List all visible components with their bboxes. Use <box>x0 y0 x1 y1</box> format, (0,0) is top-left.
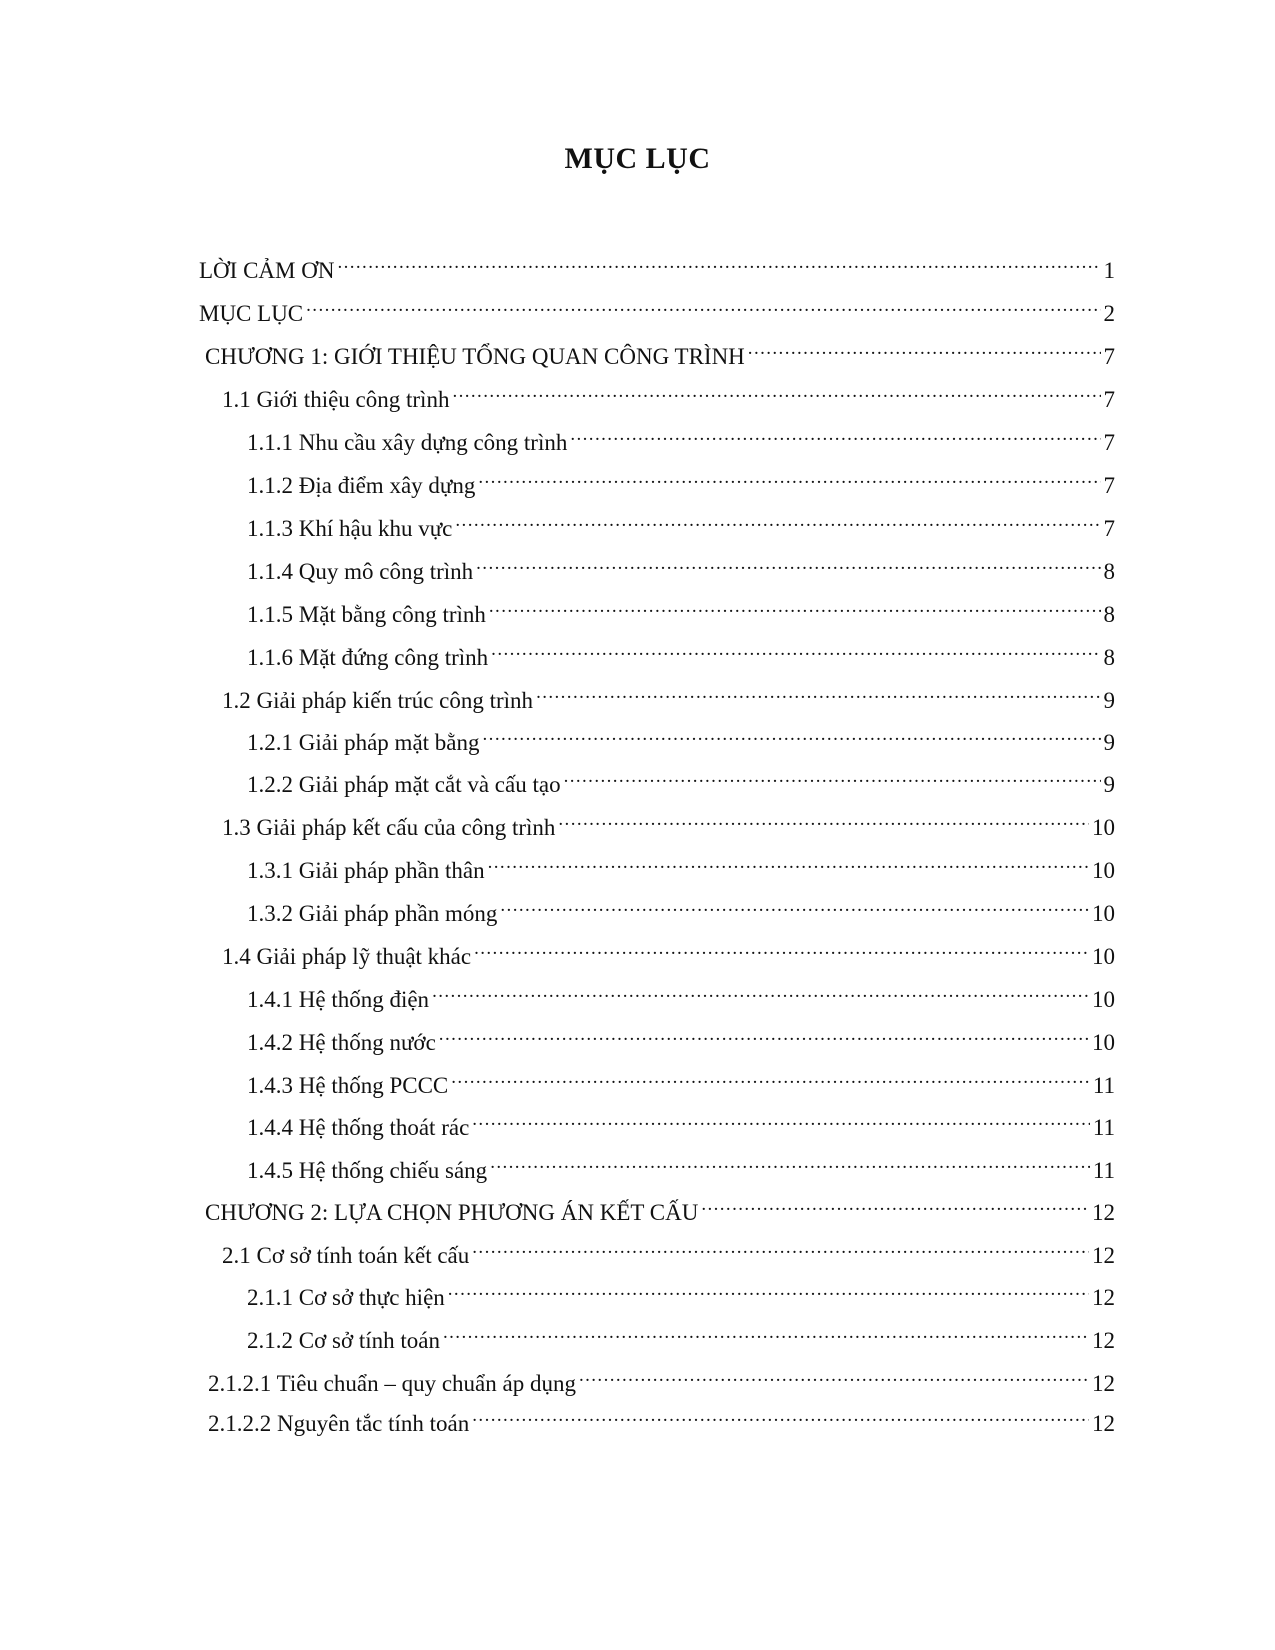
toc-entry-label: 1.1.5 Mặt bằng công trình <box>247 602 486 627</box>
toc-leader-dots <box>491 633 1100 665</box>
toc-entry-page: 10 <box>1092 815 1115 840</box>
toc-entry-label: 1.2 Giải pháp kiến trúc công trình <box>222 688 534 713</box>
toc-entry[interactable] <box>247 718 1115 755</box>
toc-entry-page: 9 <box>1103 688 1115 713</box>
toc-leader-dots <box>472 1399 1089 1431</box>
toc-entry[interactable] <box>247 846 1115 883</box>
toc-entry[interactable] <box>247 1146 1115 1183</box>
toc-entry-page: 9 <box>1103 730 1115 755</box>
toc-leader-dots <box>448 1273 1089 1305</box>
toc-entry-page: 1 <box>1103 258 1115 283</box>
toc-entry-label: 1.1 Giới thiệu công trình <box>222 387 450 412</box>
toc-leader-dots <box>558 803 1089 835</box>
toc-entry-label: CHƯƠNG 2: LỰA CHỌN PHƯƠNG ÁN KẾT CẤU <box>205 1200 699 1225</box>
toc-leader-dots <box>455 504 1100 536</box>
toc-entry[interactable] <box>247 760 1115 797</box>
toc-entry[interactable] <box>208 1359 1115 1396</box>
toc-leader-dots <box>701 1188 1089 1220</box>
toc-entry-label: MỤC LỤC <box>199 301 304 326</box>
toc-entry-page: 10 <box>1092 901 1115 926</box>
toc-entry-label: 1.2.2 Giải pháp mặt cắt và cấu tạo <box>247 772 561 797</box>
toc-entry-label: 1.1.1 Nhu cầu xây dựng công trình <box>247 430 568 455</box>
toc-entry-page: 10 <box>1092 944 1115 969</box>
toc-entry-page: 7 <box>1103 387 1115 412</box>
toc-entry-page: 8 <box>1103 645 1115 670</box>
toc-entry[interactable] <box>247 889 1115 926</box>
toc-leader-dots <box>476 547 1100 579</box>
toc-leader-dots <box>748 332 1101 364</box>
toc-entry-page: 11 <box>1092 1158 1115 1183</box>
toc-leader-dots <box>443 1316 1089 1348</box>
toc-leader-dots <box>472 1231 1089 1263</box>
toc-entry[interactable] <box>247 1273 1115 1310</box>
toc-entry-page: 7 <box>1103 430 1115 455</box>
toc-entry-page: 8 <box>1103 559 1115 584</box>
toc-entry[interactable] <box>222 375 1115 412</box>
toc-entry-label: 1.3.1 Giải pháp phần thân <box>247 858 485 883</box>
toc-entry-label: 2.1 Cơ sở tính toán kết cấu <box>222 1243 470 1268</box>
toc-leader-dots <box>483 718 1101 750</box>
toc-entry-label: LỜI CẢM ƠN <box>199 258 335 283</box>
toc-leader-dots <box>490 1146 1090 1178</box>
toc-entry[interactable] <box>247 633 1115 670</box>
toc-leader-dots <box>579 1359 1089 1391</box>
toc-entry-page: 11 <box>1092 1115 1115 1140</box>
toc-entry[interactable] <box>247 1103 1115 1140</box>
toc-entry-label: 1.4.1 Hệ thống điện <box>247 987 430 1012</box>
toc-entry[interactable] <box>247 590 1115 627</box>
toc-entry-page: 12 <box>1092 1285 1115 1310</box>
toc-entry-label: 1.4.4 Hệ thống thoát rác <box>247 1115 470 1140</box>
toc-entry-label: 1.1.4 Quy mô công trình <box>247 559 474 584</box>
toc-entry[interactable] <box>247 504 1115 541</box>
toc-entry[interactable] <box>247 1316 1115 1353</box>
toc-entry-page: 8 <box>1103 602 1115 627</box>
toc-leader-dots <box>564 760 1101 792</box>
toc-entry-page: 10 <box>1092 858 1115 883</box>
toc-leader-dots <box>472 1103 1090 1135</box>
toc-leader-dots <box>474 932 1089 964</box>
toc-entry-label: 1.4.3 Hệ thống PCCC <box>247 1073 449 1098</box>
toc-entry-label: 1.1.2 Địa điểm xây dựng <box>247 473 476 498</box>
toc-leader-dots <box>439 1018 1089 1050</box>
toc-entry[interactable] <box>222 676 1115 713</box>
toc-leader-dots <box>337 246 1100 278</box>
toc-entry[interactable] <box>247 975 1115 1012</box>
toc-entry-page: 12 <box>1092 1328 1115 1353</box>
toc-leader-dots <box>536 676 1100 708</box>
toc-entry-page: 9 <box>1103 772 1115 797</box>
toc-entry-page: 12 <box>1092 1200 1115 1225</box>
toc-entry-page: 12 <box>1092 1371 1115 1396</box>
toc-entry[interactable] <box>247 418 1115 455</box>
toc-entry[interactable] <box>247 547 1115 584</box>
toc-entry-page: 7 <box>1103 473 1115 498</box>
toc-entry-page: 10 <box>1092 987 1115 1012</box>
toc-entry-label: 2.1.2.2 Nguyên tắc tính toán <box>208 1411 470 1436</box>
toc-entry[interactable] <box>247 1018 1115 1055</box>
toc-entry[interactable] <box>222 1231 1115 1268</box>
toc-leader-dots <box>488 846 1089 878</box>
toc-leader-dots <box>478 461 1100 493</box>
toc-leader-dots <box>432 975 1089 1007</box>
toc-entry-label: 2.1.1 Cơ sở thực hiện <box>247 1285 445 1310</box>
toc-leader-dots <box>306 289 1100 321</box>
toc-entry[interactable] <box>247 1061 1115 1098</box>
toc-entry-label: 1.1.6 Mặt đứng công trình <box>247 645 489 670</box>
toc-entry[interactable] <box>247 461 1115 498</box>
toc-entry-label: 2.1.2.1 Tiêu chuẩn – quy chuẩn áp dụng <box>208 1371 576 1396</box>
toc-entry-label: 1.4.5 Hệ thống chiếu sáng <box>247 1158 488 1183</box>
toc-entry[interactable] <box>205 1188 1115 1225</box>
toc-entry-label: CHƯƠNG 1: GIỚI THIỆU TỔNG QUAN CÔNG TRÌNH <box>205 344 745 369</box>
toc-entry-page: 10 <box>1092 1030 1115 1055</box>
toc-entry-label: 1.3 Giải pháp kết cấu của công trình <box>222 815 556 840</box>
toc-entry-page: 7 <box>1103 516 1115 541</box>
toc-leader-dots <box>452 375 1100 407</box>
toc-entry-label: 1.4.2 Hệ thống nước <box>247 1030 436 1055</box>
toc-entry-page: 7 <box>1103 344 1115 369</box>
toc-entry[interactable] <box>205 332 1115 369</box>
toc-entry[interactable] <box>199 289 1115 326</box>
toc-entry-label: 1.1.3 Khí hậu khu vực <box>247 516 453 541</box>
toc-entry-label: 1.3.2 Giải pháp phần móng <box>247 901 498 926</box>
toc-entry-page: 12 <box>1092 1411 1115 1436</box>
page-title: MỤC LỤC <box>564 142 711 175</box>
toc-entry-label: 2.1.2 Cơ sở tính toán <box>247 1328 440 1353</box>
toc-entry-page: 12 <box>1092 1243 1115 1268</box>
toc-entry[interactable] <box>208 1399 1115 1436</box>
toc-leader-dots <box>570 418 1100 450</box>
toc-leader-dots <box>489 590 1101 622</box>
toc-entry[interactable] <box>222 932 1115 969</box>
toc-leader-dots <box>451 1061 1090 1093</box>
toc-entry-label: 1.4 Giải pháp lỹ thuật khác <box>222 944 472 969</box>
toc-entry[interactable] <box>222 803 1115 840</box>
toc-entry-page: 2 <box>1103 301 1115 326</box>
toc-entry-label: 1.2.1 Giải pháp mặt bằng <box>247 730 480 755</box>
toc-leader-dots <box>500 889 1089 921</box>
toc-entry[interactable] <box>199 246 1115 283</box>
toc-entry-page: 11 <box>1092 1073 1115 1098</box>
